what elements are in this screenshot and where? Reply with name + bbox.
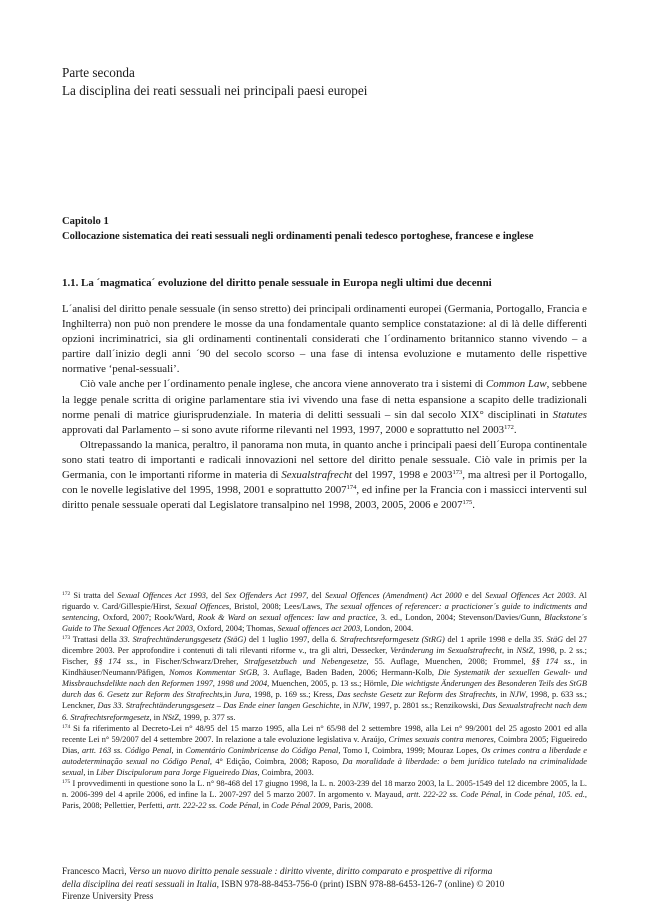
part-heading — [62, 64, 602, 100]
footnote-ref-174[interactable]: 174 — [346, 484, 357, 492]
footnote-174: $^{174}$ Si fa riferimento al Decreto-Lei n° 48/95 del 15 marzo 1995, alla Lei n° 65/98 del 2 settembre 1998, alla Lei n° 99/2001 del 25 agosto 2001 ed alla recente Lei n° 59/2007 del 4 settembre 2007. In relazione a tale evoluzione legislativa v. Araújo, Crimes sexuais contra menores, Coimbra 2005; Figueiredo Dias, artt. 163 ss. Código Penal, in Comentário Conimbricense do Código Penal, Tomo I, Coimbra, 1999; Mouraz Lopes, Os crimes contra a liberdade e autodeterminação sexual no Código Penal, 4° Edição, Coimbra, 2008; Raposo, Da moralidade à liberdade: o bem jurídico tutelado na criminalidade sexual, in Liber Discipulorum para Jorge Figueiredo Dias, Coimbra, 2003. — [62, 723, 588, 777]
chapter-heading — [62, 215, 602, 244]
footer-line-1: Francesco Macrì, Verso un nuovo diritto penale sessuale : diritto vivente, diritto comparato e prospettive di riforma — [62, 867, 493, 877]
part-label: Parte seconda — [62, 65, 135, 80]
footer-line-2: della disciplina dei reati sessuali in Italia, ISBN 978-88-8453-756-0 (print) ISBN 978-88-6453-126-7 (online) © 2010 — [62, 879, 505, 890]
footnote-172: $^{172}$ Si tratta del Sexual Offences Act 1993, del Sex Offenders Act 1997, del Sexual Offences (Amendment) Act 2000 e del Sexual Offences Act 2003. Al riguardo v. Card/Gillespie/Hirst, Sexual Offences, Bristol, 2008; Lees/Laws, The sexual offences of referencer: a practicioner´s guide to indictments and sentencing, Oxford, 2007; Rook/Ward, Rook & Ward on sexual offences: law and practice, 3. ed., London, 2004; Stevenson/Davies/Gunn, Blackstone´s Guide to The Sexual Offences Act 2003, Oxford, 2004; Thomas, Sexual offences act 2003, London, 2004. — [62, 591, 588, 634]
paragraph-3: Oltrepassando la manica, peraltro, il panorama non muta, in quanto anche i principali paesi dell´Europa continentale sono stati teatro di importanti e radicali innovazioni nel settore del diritto penale sessuale. Ciò vale in primis per la Germania, con le importanti riforme in materia di Sexualstrafrecht del 1997, 1998 e 2003$^{173}$, ma altresì per il Portogallo, con le novelle legislative del 1995, 1998, 2001 e soprattutto 2007$^{174}$, ed infine per la Francia con i massicci interventi sul diritto penale sessuale operati dal Legislatore transalpino nel 1998, 2003, 2005, 2006 e 2007$^{175}$. — [62, 438, 588, 512]
chapter-title: Collocazione sistematica dei reati sessuali negli ordinamenti penali tedesco portoghese, francese e inglese — [62, 230, 534, 242]
footer-publisher: Firenze University Press — [62, 892, 154, 903]
footnote-175: $^{175}$ I provvedimenti in questione sono la L. n° 98-468 del 17 giugno 1998, la L. n. 2003-239 del 18 marzo 2003, la L. 2005-1549 del 12 dicembre 2005, la L. n. 2006-399 del 4 aprile 2006, ed infine la L. 2007-297 del 5 marzo 2007. In argomento v. Mayaud, artt. 222-22 ss. Code Pénal, in Code pénal, 105. ed., Paris, 2008; Pellettier, Perfetti, artt. 222-22 ss. Code Pénal, in Code Pénal 2009, Paris, 2008. — [62, 778, 588, 810]
footnote-173: $^{173}$ Trattasi della 33. Strafrechtänderungsgesetz (StäG) del 1 luglio 1997, della 6. Strafrechtsreformgesetz (StRG) del 1 aprile 1998 e della 35. StäG del 27 dicembre 2003. Per approfondire i contenuti di tali rilevanti riforme v., tra gli altri, Dessecker, Veränderung im Sexualstrafrecht, in NStZ, 1998, p. 2 ss.; Fischer, §§ 174 ss., in Fischer/Schwarz/Dreher, Strafgesetzbuch und Nebengesetze, 55. Auflage, Muenchen, 2008; Frommel, §§ 174 ss., in Kindhäuser/Neumann/Päfigen, Nomos Kommentar StGB, 3. Auflage, Baden Baden, 2006; Hermann-Kolb, Die Systematik der sexuellen Gewalt- und Missbrauchsdelikte nach den Reformen 1997, 1998 und 2004, Muenchen, 2005, p. 13 ss.; Hörnle, Die wichtigste Änderungen des Besonderen Teils des StGB durch das 6. Gesetz zur Reform des Strafrechts,in Jura, 1998, p. 169 ss.; Kress, Das sechste Gesetz zur Reform des Strafrechts, in NJW, 1998, p. 633 ss.; Lenckner, Das 33. Strafrechtänderungsgesetz – Das Ende einer langen Geschichte, in NJW, 1997, p. 2801 ss.; Renzikowski, Das Sexualstrafrecht nach dem 6. Strafrechtsreformgesetz, in NStZ, 1999, p. 377 ss. — [62, 635, 588, 722]
footnote-ref-175[interactable]: 175 — [462, 499, 473, 507]
footnotes — [62, 590, 587, 811]
chapter-label: Capitolo 1 — [62, 216, 109, 227]
body-text — [62, 302, 587, 513]
section-heading: 1.1. La ´magmatica´ evoluzione del diritto penale sessuale in Europa negli ultimi due decenni — [62, 277, 492, 289]
footnote-ref-172[interactable]: 172 — [504, 423, 514, 431]
footnote-ref-173[interactable]: 173 — [452, 469, 463, 477]
part-title: La disciplina dei reati sessuali nei principali paesi europei — [62, 83, 368, 98]
paragraph-1: L´analisi del diritto penale sessuale (in senso stretto) dei principali ordinamenti europei (Germania, Portogallo, Francia e Inghilterra) non può non prendere le mosse da una fondamentale quanto semplice constatazione: al di là delle differenti opzioni incriminatrici, sia gli ordinamenti continentali considerati che l´ordinamento britannico stanno vivendo – a partire dall´inizio degli anni ´90 del secolo scorso – una fase di intensa evoluzione e mutamento delle rispettive normative ‘penal-sessuali’. — [62, 303, 587, 376]
page-footer — [62, 866, 602, 904]
paragraph-2: Ciò vale anche per l´ordinamento penale inglese, che ancora viene annoverato tra i sistemi di Common Law, sebbene la legge penale scritta di origine parlamentare stia ivi vivendo una fase di netta espansione a scapito delle tradizionali norme penali di matrice giurisprudenziale. In materia di delitti sessuali – sin dal secolo XIX° disciplinati in Statutes approvati dal Parlamento – si sono avute riforme rilevanti nel 1993, 1997, 2000 e soprattutto nel 2003$^{172}$. — [62, 378, 587, 436]
